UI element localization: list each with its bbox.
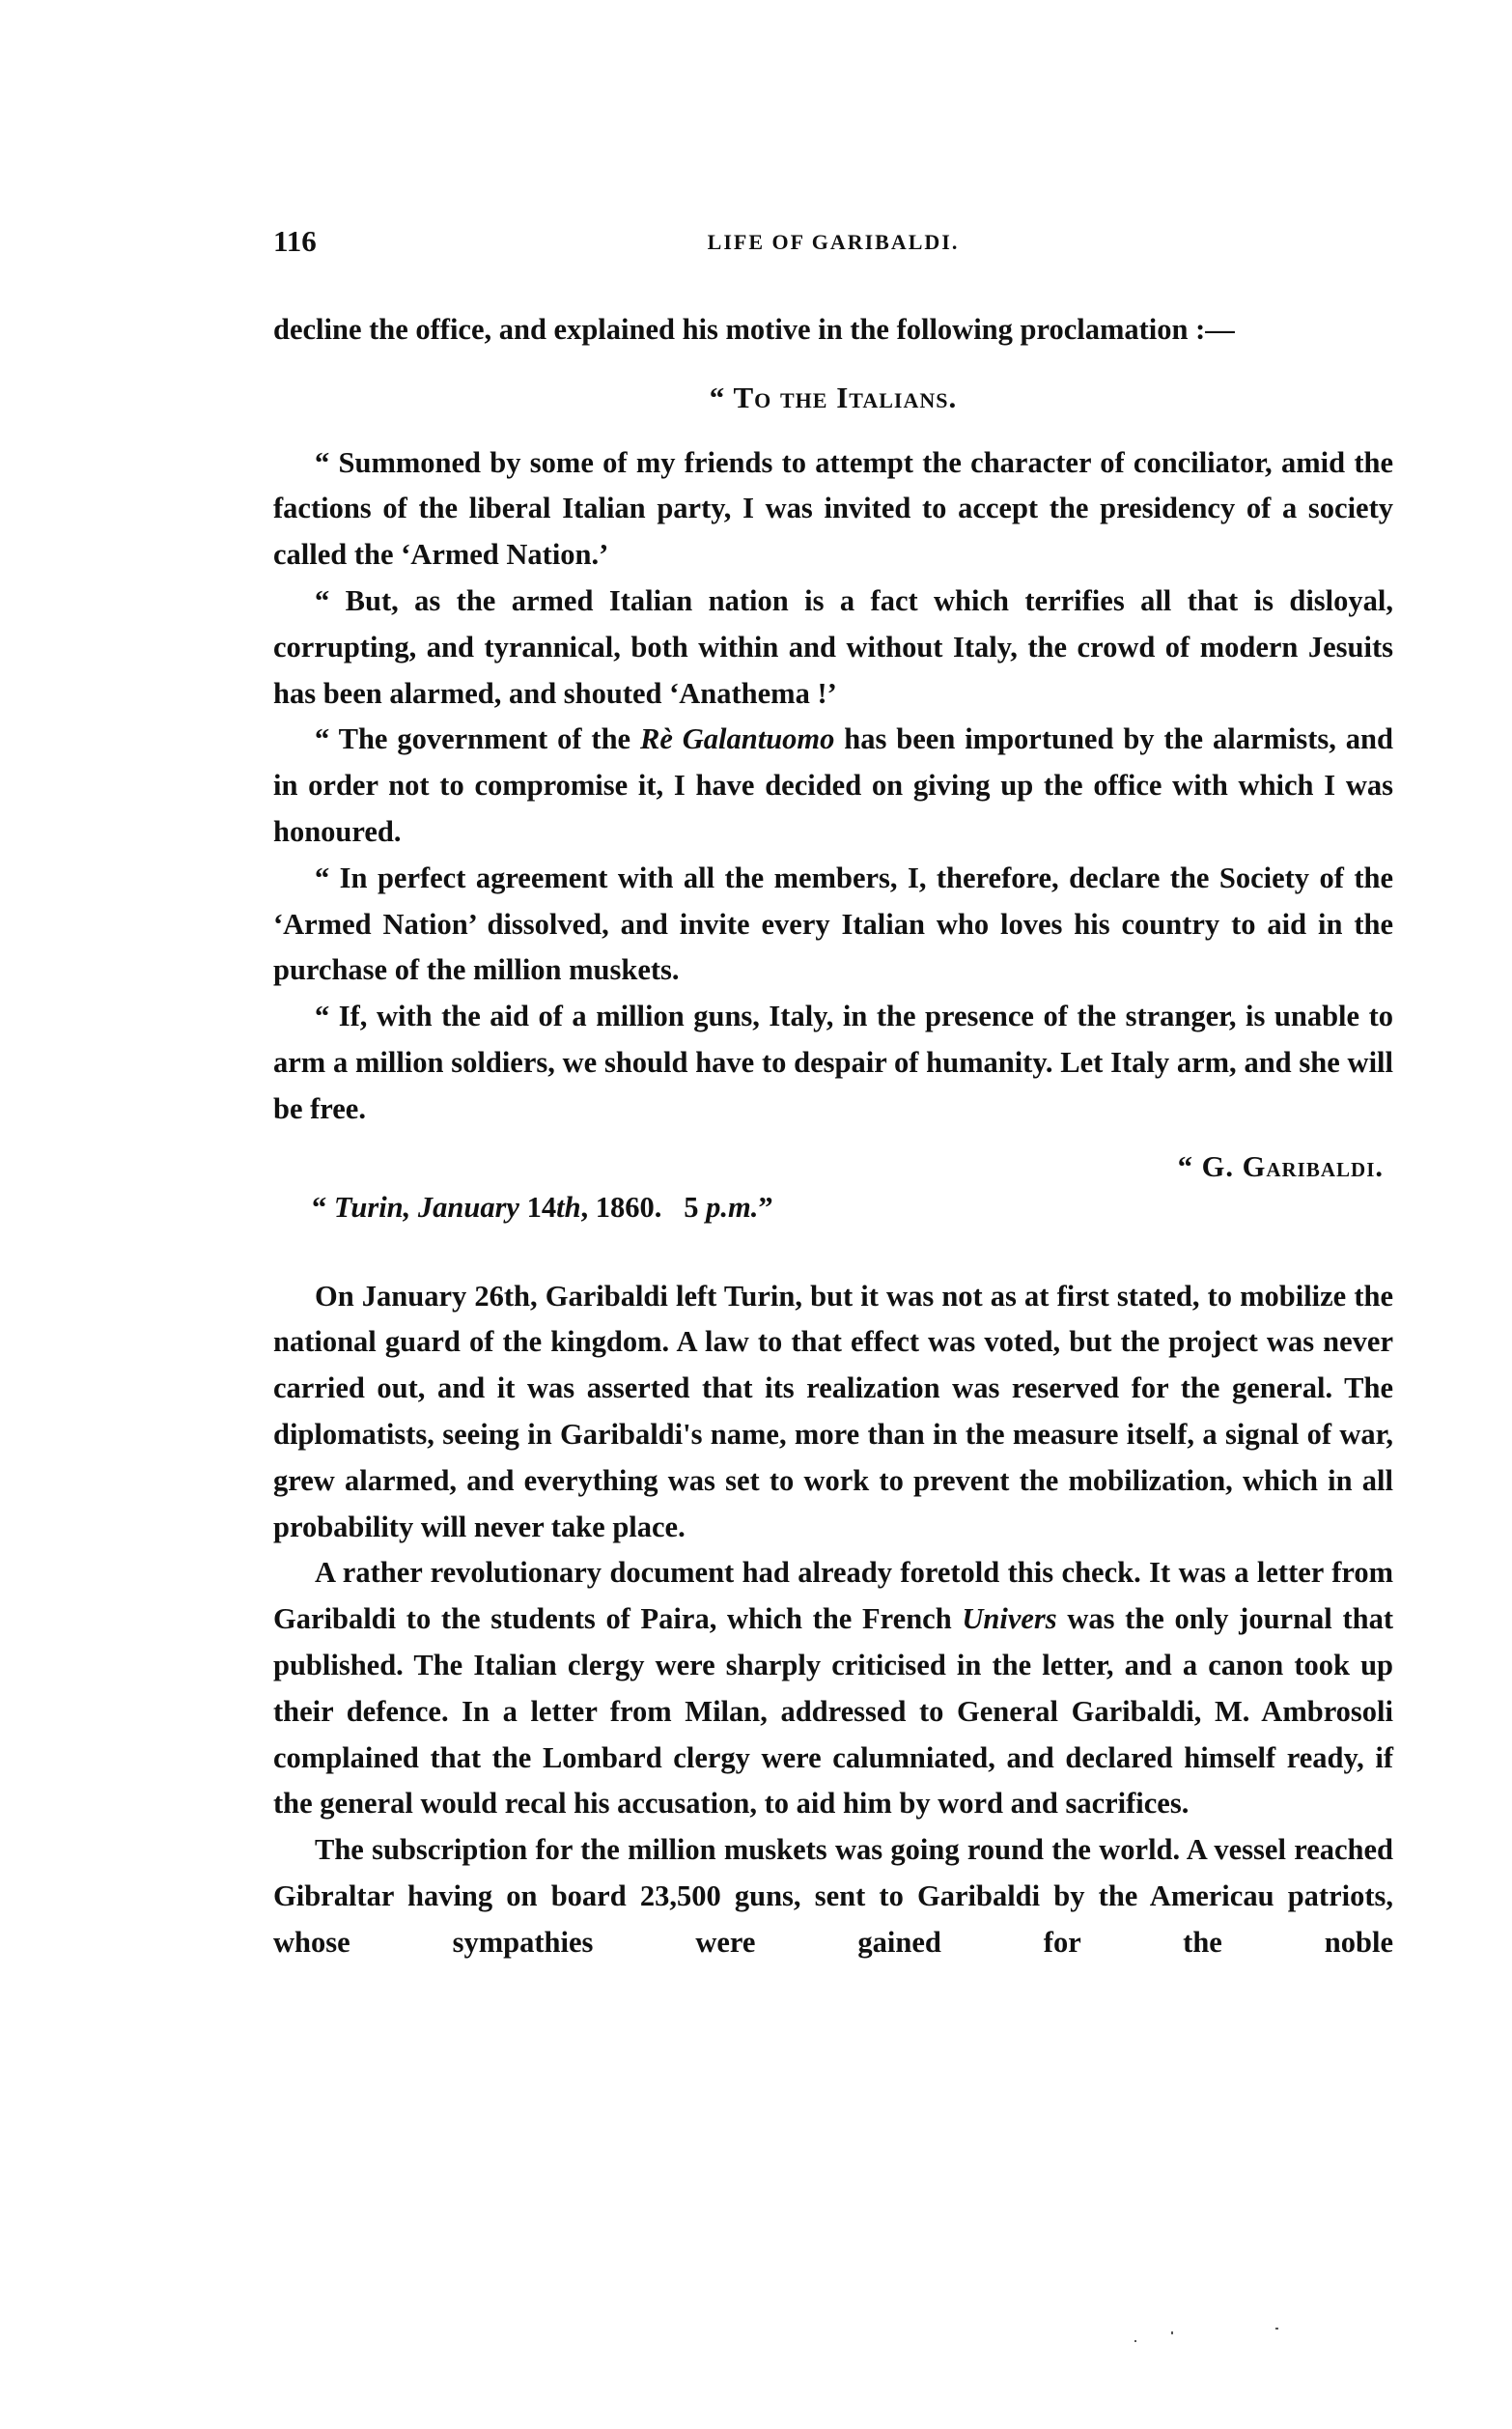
text-run: has been importuned by the alarmists, and in order not to compromise it, I have decided on giving up the office with which I was honoured.: [273, 722, 1393, 848]
dateline-place: Turin, January: [333, 1190, 519, 1224]
narrative-paragraph: On January 26th, Garibaldi left Turin, but it was not as at first stated, to mobilize the national guard of the kingdom. A law to that effect was voted, but the project was never carried out, and it was asserted that its realization was reserved for the general. The diplomatists, seeing in Garibaldi's name, more than in the measure itself, a signal of war, grew alarmed, and everything was set to work to prevent the mobilization, which in all probability will never take place.: [273, 1279, 1393, 1543]
proclamation-paragraph: [273, 717, 1393, 855]
text-run: “ The government of the: [315, 722, 640, 756]
dateline: [312, 1185, 773, 1231]
spacer: [273, 1237, 1393, 1274]
proclamation-paragraph: “ If, with the aid of a million guns, Italy, in the presence of the stranger, is unable to arm a million soldiers, we should have to despair of humanity. Let Italy arm, and she will be free.: [273, 1000, 1393, 1125]
proclamation-paragraph: “ Summoned by some of my friends to attempt the character of conciliator, amid the factions of the liberal Italian party, I was invited to accept the presidency of a society called the ‘Armed Nation.’: [273, 445, 1393, 572]
signature-block: [273, 1144, 1393, 1237]
intro-paragraph: decline the office, and explained his motive in the following proclamation :—: [273, 313, 1235, 346]
text-run: was the only journal that published. The Italian clergy were sharply criticised in the letter, and a canon took up their defence. In a letter from Milan, addressed to General Garibaldi, M. Ambrosoli complained that the Lombard clergy were calumniated, and declared himself ready, if the general would recal his accusation, to aid him by word and sacrifices.: [273, 1602, 1393, 1821]
dateline-year: , 1860. 5: [580, 1190, 707, 1224]
dateline-time: p.m.: [706, 1190, 759, 1224]
narrative-paragraph: The subscription for the million muskets was going round the world. A vessel reached Gibraltar having on board 23,500 guns, sent to Garibaldi by the Americau patriots, whose sympathies were gained for the noble: [273, 1833, 1393, 1959]
page-body: [273, 307, 1393, 1966]
signature: “ G. Garibaldi.: [1177, 1149, 1384, 1183]
scan-speck: [1171, 2331, 1173, 2334]
proclamation-paragraph: “ But, as the armed Italian nation is a fact which terrifies all that is disloyal, corrupting, and tyrannical, both within and without Italy, the crowd of modern Jesuits has been alarmed, and shouted ‘Anathema !’: [273, 583, 1393, 710]
running-head: LIFE OF GARIBALDI.: [707, 230, 960, 254]
dateline-day: 14: [518, 1190, 557, 1224]
text-run: ”: [758, 1190, 773, 1224]
scan-speck: [1275, 2328, 1278, 2330]
page-header: [273, 224, 1393, 263]
italic-journal: Univers: [962, 1602, 1057, 1636]
italic-title: Rè Galantuomo: [639, 722, 835, 756]
scan-speck: [1134, 2340, 1136, 2342]
text-run: A rather revolutionary document had already foretold this check. It was a letter from Garibaldi to the students of Paira, which the French: [273, 1556, 1393, 1636]
narrative-paragraph: [273, 1550, 1393, 1827]
dateline-suffix: th: [556, 1190, 581, 1224]
text-run: “: [312, 1190, 334, 1224]
page-number: 116: [273, 224, 317, 258]
proclamation-title: “ To the Italians.: [709, 380, 958, 414]
proclamation-paragraph: “ In perfect agreement with all the members, I, therefore, declare the Society of the ‘Armed Nation’ dissolved, and invite every Italian who loves his country to aid in the purchase of the million muskets.: [273, 861, 1393, 987]
